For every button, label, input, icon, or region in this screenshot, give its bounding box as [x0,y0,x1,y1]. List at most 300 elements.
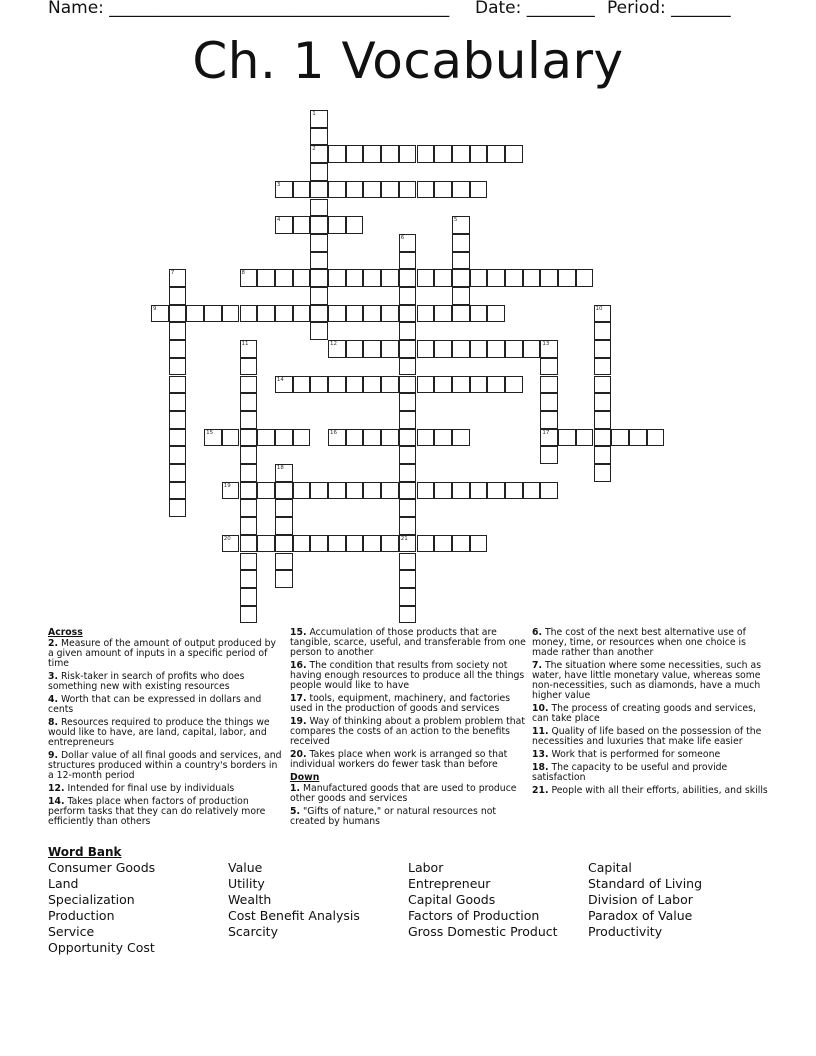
crossword-cell[interactable] [310,216,328,234]
crossword-cell[interactable] [399,252,417,270]
clue-number: 3 [276,181,281,188]
crossword-cell[interactable] [434,482,452,500]
crossword-cell[interactable] [417,305,435,323]
crossword-cell[interactable] [222,535,240,553]
crossword-cell[interactable] [470,376,488,394]
crossword-cell[interactable] [310,234,328,252]
crossword-cell[interactable] [257,305,275,323]
crossword-cell[interactable] [487,269,505,287]
clue-text: Manufactured goods that are used to produce other goods and services [290,783,517,804]
crossword-cell[interactable] [505,340,523,358]
crossword-cell[interactable] [452,535,470,553]
crossword-cell[interactable] [611,429,629,447]
crossword-cell[interactable] [470,535,488,553]
clue-number: 14 [276,376,284,383]
crossword-cell[interactable] [540,411,558,429]
clue-number: 2 [312,146,316,153]
crossword-cell[interactable] [452,252,470,270]
word-bank-item: Paradox of Value [588,908,693,923]
crossword-cell[interactable] [240,446,258,464]
crossword-cell[interactable] [399,517,417,535]
crossword-cell[interactable] [293,305,311,323]
crossword-cell[interactable] [275,376,293,394]
clue-number: 17 [542,429,550,436]
crossword-cell[interactable] [399,411,417,429]
crossword-cell[interactable] [470,181,488,199]
crossword-cell[interactable] [310,535,328,553]
crossword-cell[interactable] [434,181,452,199]
crossword-cell[interactable] [540,429,558,447]
crossword-cell[interactable] [169,411,187,429]
crossword-cell[interactable] [470,145,488,163]
word-bank-item: Cost Benefit Analysis [228,908,360,923]
word-bank-item: Wealth [228,892,272,907]
crossword-cell[interactable] [240,340,258,358]
crossword-cell[interactable] [346,181,364,199]
clue-num: 13. [532,749,549,760]
crossword-cell[interactable] [275,499,293,517]
crossword-cell[interactable] [594,305,612,323]
crossword-cell[interactable] [346,535,364,553]
crossword-cell[interactable] [257,429,275,447]
crossword-cell[interactable] [169,393,187,411]
crossword-cell[interactable] [275,181,293,199]
crossword-cell[interactable] [257,535,275,553]
crossword-cell[interactable] [594,446,612,464]
crossword-cell[interactable] [169,269,187,287]
crossword-cell[interactable] [487,145,505,163]
crossword-cell[interactable] [558,269,576,287]
crossword-cell[interactable] [310,305,328,323]
crossword-cell[interactable] [399,535,417,553]
clue-num: 9. [48,750,59,761]
clue-text: Risk-taker in search of profits who does something new with existing resources [48,671,245,692]
across-clue [290,750,526,770]
crossword-cell[interactable] [452,181,470,199]
crossword-cell[interactable] [417,145,435,163]
clue-num: 4. [48,694,59,705]
crossword-cell[interactable] [505,269,523,287]
crossword-cell[interactable] [594,340,612,358]
crossword-cell[interactable] [275,464,293,482]
crossword-cell[interactable] [487,482,505,500]
crossword-cell[interactable] [399,429,417,447]
clue-num: 7. [532,660,543,671]
crossword-cell[interactable] [328,305,346,323]
crossword-cell[interactable] [275,482,293,500]
crossword-cell[interactable] [310,322,328,340]
crossword-cell[interactable] [363,535,381,553]
crossword-cell[interactable] [417,429,435,447]
crossword-cell[interactable] [169,464,187,482]
crossword-cell[interactable] [399,340,417,358]
crossword-cell[interactable] [240,499,258,517]
crossword-cell[interactable] [399,446,417,464]
clue-number: 15 [206,429,214,436]
crossword-cell[interactable] [399,287,417,305]
crossword-cell[interactable] [452,269,470,287]
crossword-cell[interactable] [240,606,258,624]
crossword-cell[interactable] [240,393,258,411]
crossword-cell[interactable] [540,393,558,411]
crossword-cell[interactable] [275,553,293,571]
crossword-cell[interactable] [417,340,435,358]
page-title: Ch. 1 Vocabulary [192,32,624,90]
clue-num: 10. [532,703,549,714]
clue-text: Work that is performed for someone [548,749,721,760]
crossword-cell[interactable] [487,305,505,323]
crossword-cell[interactable] [399,322,417,340]
crossword-cell[interactable] [399,606,417,624]
crossword-cell[interactable] [540,269,558,287]
clue-text: Takes place when work is arranged so that individual workers do fewer task than before [290,749,508,770]
crossword-cell[interactable] [293,535,311,553]
down-clue [532,750,768,760]
crossword-cell[interactable] [275,535,293,553]
word-bank-item: Scarcity [228,924,278,939]
crossword-cell[interactable] [399,393,417,411]
clue-text: Quality of life based on the possession of the necessities and luxuries that make life easier [532,726,762,747]
crossword-cell[interactable] [310,128,328,146]
clue-number: 7 [170,270,175,277]
crossword-cell[interactable] [346,482,364,500]
crossword-cell[interactable] [293,181,311,199]
crossword-cell[interactable] [523,482,541,500]
clue-num: 21. [532,785,549,796]
period-field-label[interactable]: Period: _______ [607,0,731,18]
crossword-cell[interactable] [594,376,612,394]
crossword-cell[interactable] [363,340,381,358]
down-heading: Down [290,772,320,783]
crossword-cell[interactable] [417,376,435,394]
crossword-cell[interactable] [540,358,558,376]
crossword-cell[interactable] [346,305,364,323]
crossword-cell[interactable] [434,429,452,447]
clue-text: "Gifts of nature," or natural resources not created by humans [290,806,497,827]
crossword-cell[interactable] [540,446,558,464]
clue-num: 20. [290,749,307,760]
crossword-cell[interactable] [452,287,470,305]
crossword-cell[interactable] [452,429,470,447]
crossword-cell[interactable] [240,411,258,429]
clue-text: The condition that results from society not having enough resources to produce all the things people would like to have [290,660,525,691]
crossword-cell[interactable] [647,429,665,447]
crossword-cell[interactable] [222,482,240,500]
crossword-cell[interactable] [399,376,417,394]
crossword-cell[interactable] [293,269,311,287]
crossword-cell[interactable] [204,305,222,323]
crossword-cell[interactable] [275,570,293,588]
crossword-cell[interactable] [240,376,258,394]
crossword-cell[interactable] [310,145,328,163]
crossword-cell[interactable] [293,482,311,500]
crossword-cell[interactable] [169,358,187,376]
crossword-cell[interactable] [399,499,417,517]
crossword-cell[interactable] [328,181,346,199]
word-bank-item: Standard of Living [588,876,703,891]
crossword-cell[interactable] [310,181,328,199]
crossword-cell[interactable] [505,376,523,394]
crossword-cell[interactable] [399,234,417,252]
crossword-cell[interactable] [363,145,381,163]
date-field-label[interactable]: Date: ________ [475,0,595,18]
crossword-cell[interactable] [594,429,612,447]
crossword-cell[interactable] [328,145,346,163]
word-bank-item: Entrepreneur [408,876,491,891]
word-bank-heading: Word Bank [48,845,122,859]
crossword-cell[interactable] [293,429,311,447]
crossword-cell[interactable] [275,269,293,287]
crossword-cell[interactable] [540,376,558,394]
crossword-cell[interactable] [381,376,399,394]
across-clue [48,639,284,669]
crossword-cell[interactable] [363,376,381,394]
crossword-cell[interactable] [346,376,364,394]
crossword-cell[interactable] [470,340,488,358]
crossword-cell[interactable] [629,429,647,447]
crossword-cell[interactable] [310,163,328,181]
name-field-label[interactable]: Name: ________________________________________ [48,0,450,18]
crossword-cell[interactable] [346,269,364,287]
crossword-cell[interactable] [240,269,258,287]
crossword-cell[interactable] [399,269,417,287]
crossword-cell[interactable] [328,482,346,500]
crossword-cell[interactable] [275,305,293,323]
crossword-cell[interactable] [399,145,417,163]
crossword-cell[interactable] [346,429,364,447]
crossword-cell[interactable] [487,340,505,358]
crossword-cell[interactable] [328,429,346,447]
crossword-cell[interactable] [540,482,558,500]
crossword-cell[interactable] [363,482,381,500]
word-bank-item: Production [48,908,115,923]
across-clue [48,751,284,781]
crossword-cell[interactable] [310,199,328,217]
clue-num: 3. [48,671,59,682]
crossword-cell[interactable] [222,305,240,323]
clue-num: 18. [532,762,549,773]
crossword-cell[interactable] [399,588,417,606]
crossword-cell[interactable] [240,535,258,553]
clue-number: 16 [330,429,337,436]
crossword-cell[interactable] [452,376,470,394]
crossword-cell[interactable] [169,305,187,323]
across-clue [48,718,284,748]
crossword-cell[interactable] [257,269,275,287]
crossword-cell[interactable] [381,340,399,358]
crossword-cell[interactable] [240,570,258,588]
crossword-cell[interactable] [381,482,399,500]
crossword-cell[interactable] [328,216,346,234]
word-bank-item: Capital Goods [408,892,496,907]
crossword-cell[interactable] [434,145,452,163]
crossword-cell[interactable] [381,181,399,199]
crossword-cell[interactable] [434,376,452,394]
down-clue [290,784,526,804]
crossword-cell[interactable] [328,535,346,553]
crossword-cell[interactable] [363,429,381,447]
clue-text: The situation where some necessities, such as water, have little monetary value, whereas some non-necessities, such as diamonds, have a much higher value [532,660,762,701]
crossword-cell[interactable] [381,535,399,553]
crossword-cell[interactable] [452,305,470,323]
crossword-cell[interactable] [275,517,293,535]
word-bank-item: Land [48,876,79,891]
crossword-cell[interactable] [381,145,399,163]
crossword-cell[interactable] [399,553,417,571]
crossword-cell[interactable] [240,464,258,482]
crossword-cell[interactable] [275,429,293,447]
down-clue [532,727,768,747]
crossword-cell[interactable] [434,305,452,323]
crossword-cell[interactable] [417,535,435,553]
clue-text: People with all their efforts, abilities, and skills [548,785,768,796]
crossword-cell[interactable] [381,269,399,287]
crossword-cell[interactable] [346,145,364,163]
crossword-cell[interactable] [381,305,399,323]
across-clue [290,694,526,714]
crossword-cell[interactable] [470,305,488,323]
crossword-cell[interactable] [594,358,612,376]
crossword-cell[interactable] [169,499,187,517]
clue-num: 8. [48,717,59,728]
crossword-cell[interactable] [169,287,187,305]
crossword-cell[interactable] [417,181,435,199]
word-bank-item: Productivity [588,924,663,939]
crossword-cell[interactable] [310,110,328,128]
crossword-cell[interactable] [204,429,222,447]
crossword-cell[interactable] [310,482,328,500]
crossword-cell[interactable] [523,269,541,287]
crossword-cell[interactable] [594,393,612,411]
clue-num: 15. [290,627,307,638]
crossword-cell[interactable] [293,216,311,234]
crossword-cell[interactable] [363,181,381,199]
crossword-cell[interactable] [452,234,470,252]
crossword-cell[interactable] [310,269,328,287]
crossword-cell[interactable] [399,358,417,376]
crossword-cell[interactable] [328,340,346,358]
crossword-cell[interactable] [576,269,594,287]
crossword-cell[interactable] [346,216,364,234]
crossword-cell[interactable] [505,145,523,163]
across-clue [48,797,284,827]
crossword-cell[interactable] [399,181,417,199]
down-clue [532,763,768,783]
crossword-cell[interactable] [523,340,541,358]
word-bank-item: Value [228,860,263,875]
clue-number: 12 [330,341,337,348]
clue-num: 5. [290,806,301,817]
crossword-cell[interactable] [505,482,523,500]
crossword-cell[interactable] [240,305,258,323]
crossword-cell[interactable] [328,269,346,287]
clues-column-1 [48,628,284,830]
crossword-cell[interactable] [240,553,258,571]
crossword-cell[interactable] [240,429,258,447]
clue-number: 18 [276,465,284,471]
crossword-cell[interactable] [310,376,328,394]
crossword-cell[interactable] [558,429,576,447]
crossword-cell[interactable] [399,570,417,588]
crossword-cell[interactable] [470,269,488,287]
crossword-cell[interactable] [363,305,381,323]
crossword-cell[interactable] [169,340,187,358]
crossword-cell[interactable] [169,429,187,447]
crossword-cell[interactable] [186,305,204,323]
crossword-cell[interactable] [434,269,452,287]
crossword-cell[interactable] [275,216,293,234]
across-heading: Across [48,627,83,638]
crossword-cell[interactable] [328,376,346,394]
crossword-cell[interactable] [222,429,240,447]
crossword-cell[interactable] [452,482,470,500]
clue-num: 16. [290,660,307,671]
crossword-cell[interactable] [452,145,470,163]
crossword-cell[interactable] [257,482,275,500]
clue-num: 1. [290,783,301,794]
crossword-cell[interactable] [240,588,258,606]
clue-text: Dollar value of all final goods and services, and structures produced within a country's borders in a 12-month period [48,750,282,781]
crossword-cell[interactable] [169,322,187,340]
crossword-cell[interactable] [240,482,258,500]
crossword-cell[interactable] [169,482,187,500]
down-clue [532,704,768,724]
crossword-cell[interactable] [470,482,488,500]
crossword-cell[interactable] [240,358,258,376]
crossword-cell[interactable] [417,482,435,500]
crossword-cell[interactable] [399,464,417,482]
crossword-cell[interactable] [399,482,417,500]
crossword-cell[interactable] [452,216,470,234]
clue-text: The cost of the next best alternative use of money, time, or resources when one choice is made rather than another [532,627,746,658]
crossword-cell[interactable] [293,376,311,394]
crossword-cell[interactable] [169,376,187,394]
header [48,0,756,22]
crossword-cell[interactable] [381,429,399,447]
down-clue [532,661,768,701]
crossword-cell[interactable] [310,287,328,305]
crossword-cell[interactable] [240,517,258,535]
crossword-cell[interactable] [417,269,435,287]
crossword-cell[interactable] [594,322,612,340]
crossword-cell[interactable] [434,340,452,358]
crossword-cell[interactable] [363,269,381,287]
crossword-cell[interactable] [594,411,612,429]
crossword-cell[interactable] [540,340,558,358]
across-clue [290,717,526,747]
across-clue [290,628,526,658]
clue-text: Resources required to produce the things we would like to have, are land, capital, labor, and entrepreneurs [48,717,270,748]
clue-text: Intended for final use by individuals [64,783,235,794]
crossword-cell[interactable] [576,429,594,447]
crossword-cell[interactable] [169,446,187,464]
crossword-cell[interactable] [434,535,452,553]
crossword-cell[interactable] [346,340,364,358]
crossword-cell[interactable] [310,252,328,270]
crossword-cell[interactable] [399,305,417,323]
clue-num: 17. [290,693,307,704]
clue-number: 1 [312,111,316,117]
clue-number: 9 [153,305,157,312]
crossword-cell[interactable] [151,305,169,323]
crossword-cell[interactable] [487,376,505,394]
word-bank-item: Opportunity Cost [48,940,155,955]
clue-number: 6 [400,234,405,241]
crossword-cell[interactable] [452,340,470,358]
word-bank-item: Labor [408,860,444,875]
crossword-cell[interactable] [594,464,612,482]
clue-num: 6. [532,627,543,638]
